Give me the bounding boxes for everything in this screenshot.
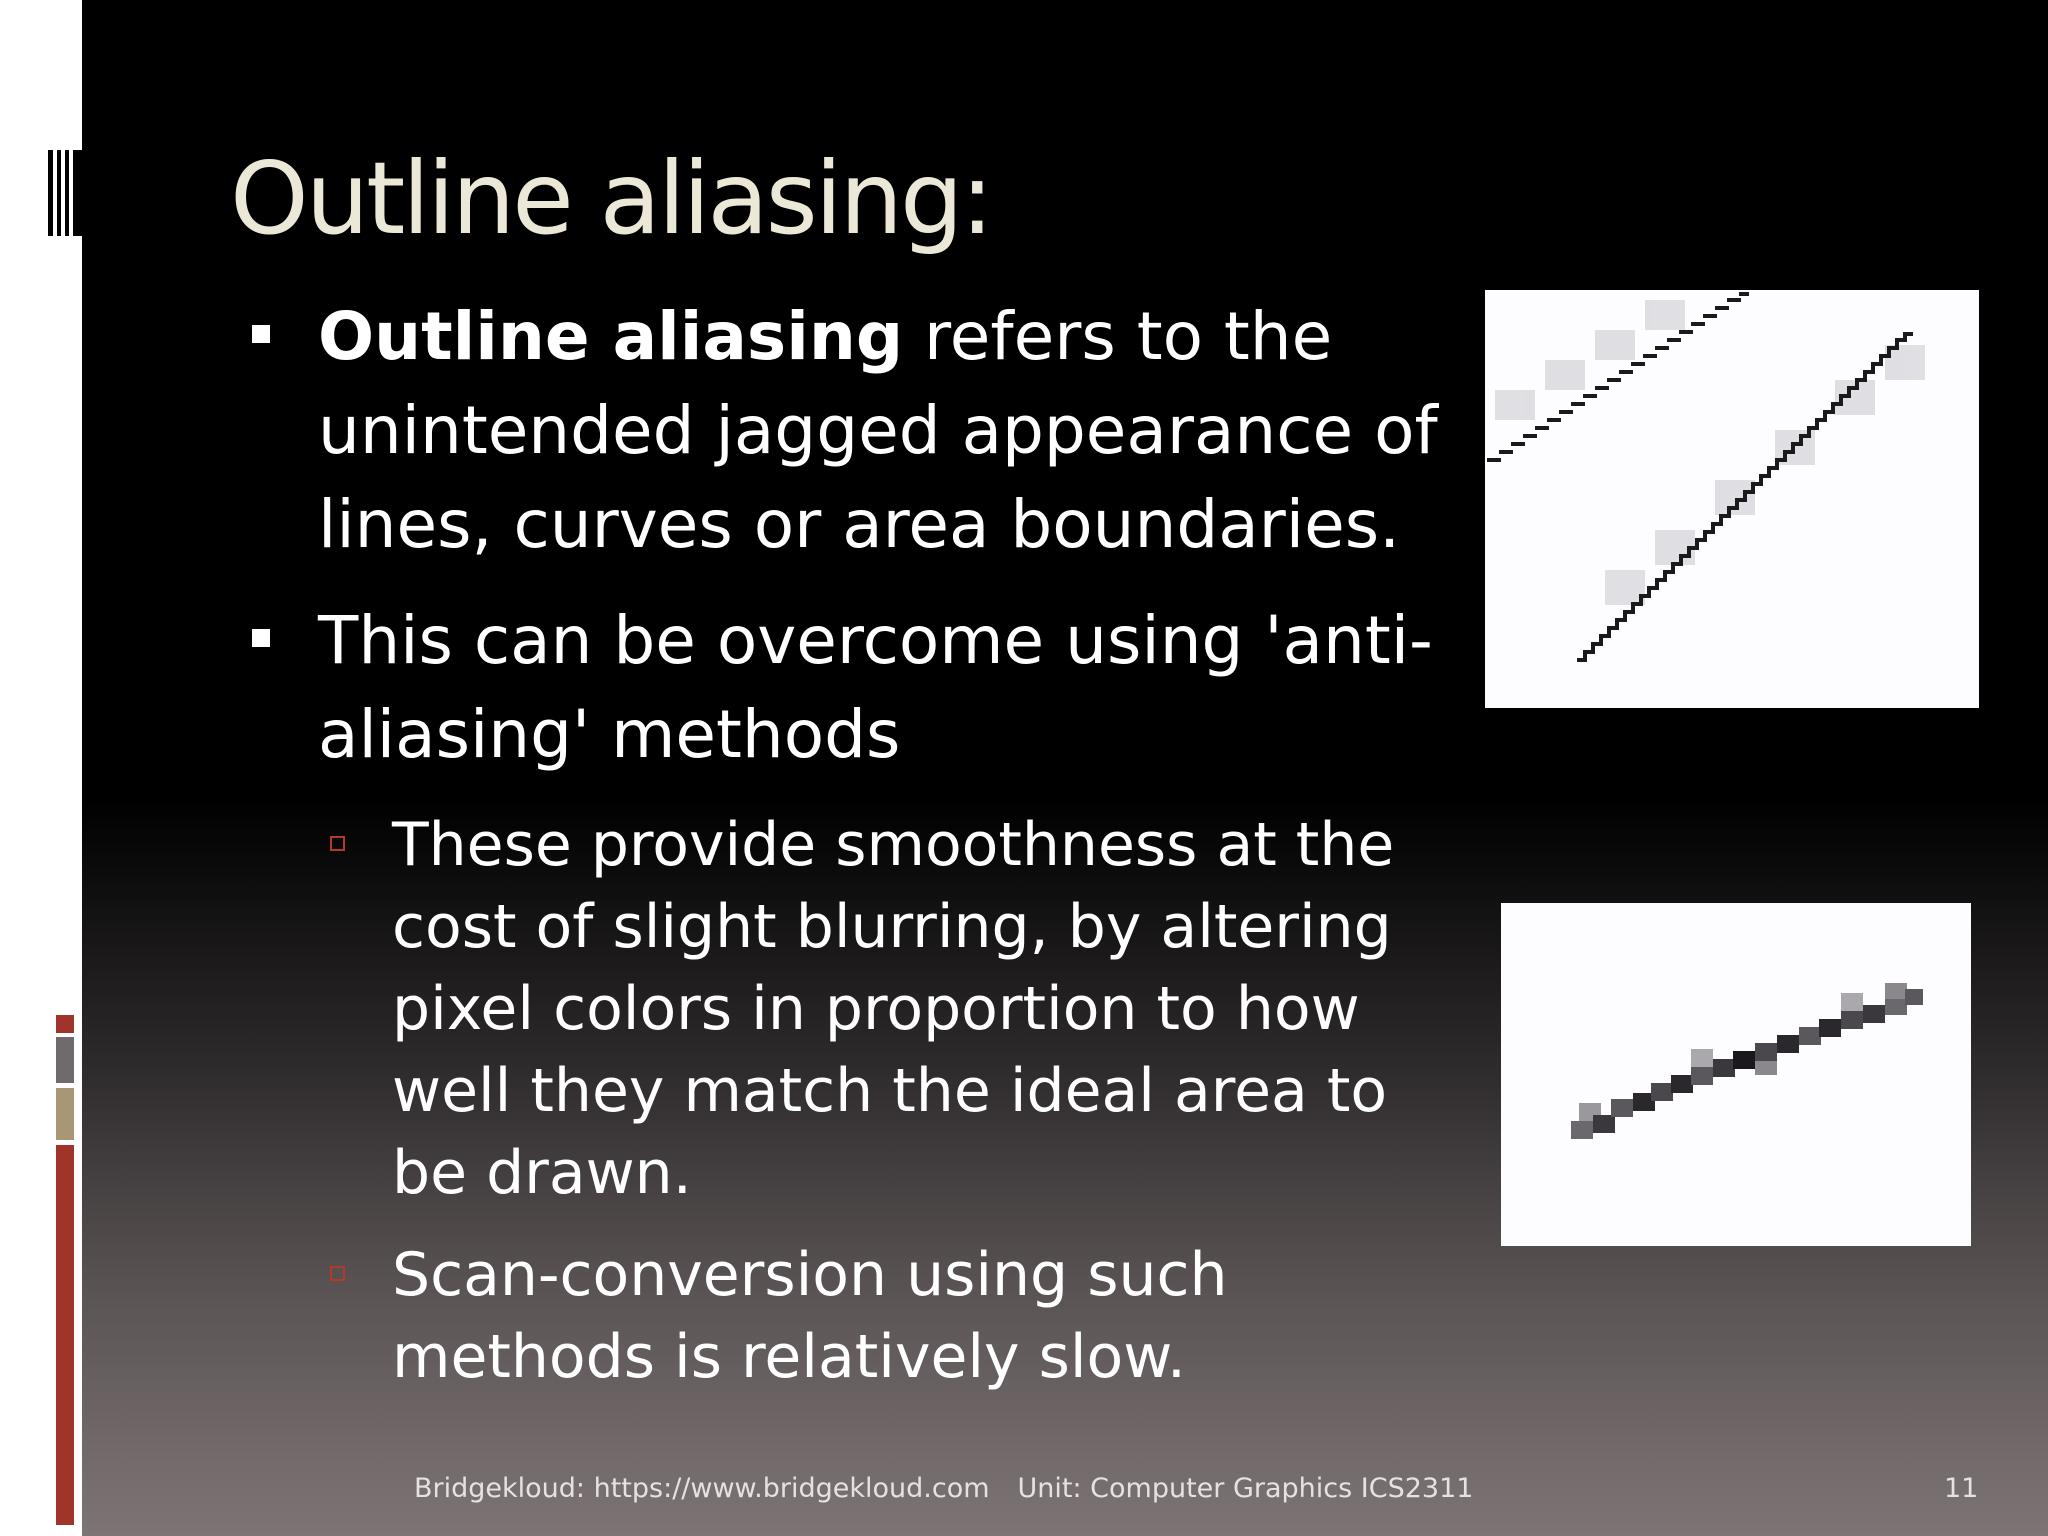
- square-bullet-icon: [252, 325, 270, 343]
- slide-content: [230, 290, 1470, 1418]
- footer: [414, 1473, 1473, 1504]
- decor-bars-top: [48, 150, 82, 236]
- decor-bars-bottom: [56, 1015, 74, 1510]
- hollow-square-bullet-icon: [330, 836, 345, 851]
- hollow-square-bullet-icon: [330, 1266, 345, 1281]
- sub-bullet-text: These provide smoothness at the cost of slight blurring, by altering pixel colors in proportion to how well they match the ideal area to be drawn.: [392, 810, 1395, 1208]
- square-bullet-icon: [252, 629, 270, 647]
- bullet-item: [230, 290, 1470, 572]
- bullet-text: refers to the unintended jagged appearance of lines, curves or area boundaries.: [318, 298, 1438, 563]
- footer-unit: Unit: Computer Graphics ICS2311: [1017, 1473, 1474, 1504]
- sub-bullet-item: [230, 1234, 1470, 1398]
- antialiased-line-image: [1501, 903, 1971, 1246]
- aliased-lines-image: [1485, 290, 1979, 708]
- antialiased-line-icon: [1501, 903, 1971, 1246]
- bullet-text: This can be overcome using 'anti-aliasing' methods: [318, 602, 1433, 773]
- bullet-item: [230, 594, 1470, 782]
- footer-source: Bridgekloud: https://www.bridgekloud.com: [414, 1473, 990, 1504]
- sub-bullet-item: [230, 804, 1470, 1214]
- slide-title: Outline aliasing:: [230, 140, 992, 257]
- aliased-lines-icon: [1485, 290, 1979, 708]
- sub-bullet-text: Scan-conversion using such methods is relatively slow.: [392, 1240, 1228, 1392]
- page-number: 11: [1944, 1473, 1979, 1504]
- bold-term: Outline aliasing: [318, 298, 904, 375]
